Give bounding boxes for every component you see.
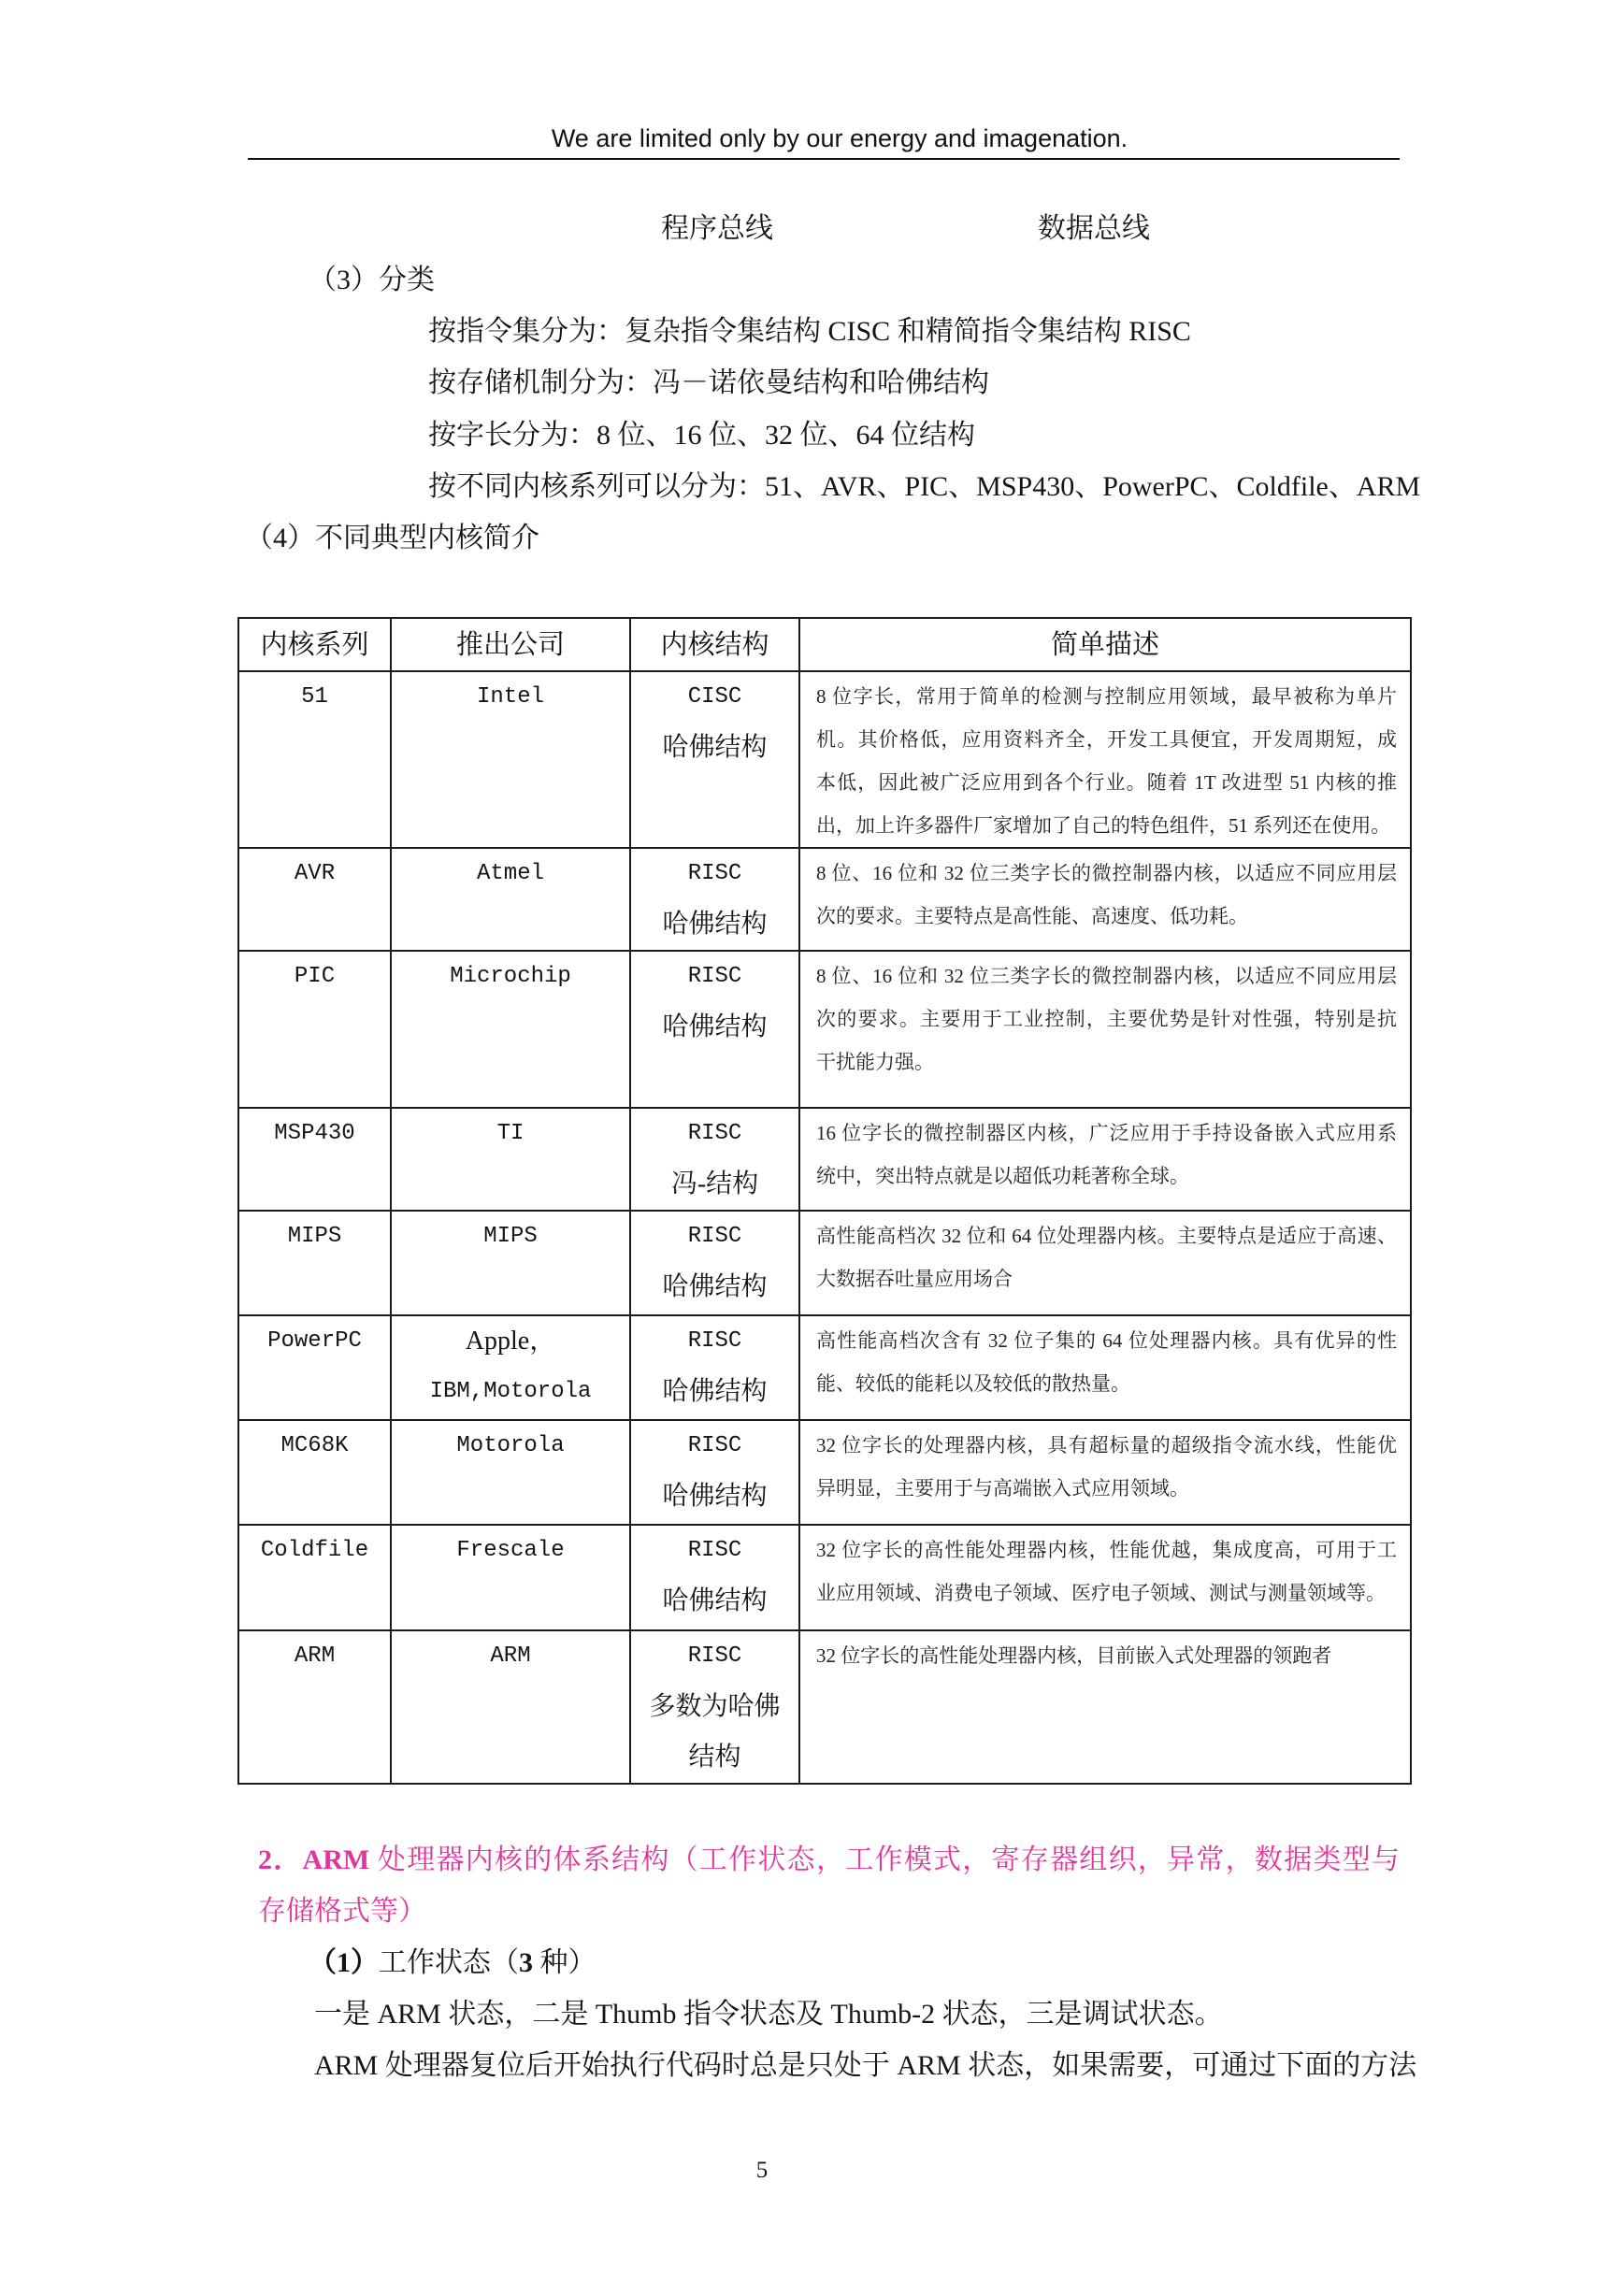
section-heading-line-1 [258, 1842, 1400, 1879]
series-line: MSP430 [274, 1121, 355, 1146]
company-line: Motorola [456, 1433, 565, 1458]
subsection-count: 3 [519, 1947, 533, 1978]
description-line: 8 位、16 位和 32 位三类字长的微控制器内核，以适应不同应用层 [816, 862, 1397, 884]
classification-item: 按不同内核系列可以分为：51、AVR、PIC、MSP430、PowerPC、Coldfile、ARM [428, 471, 1421, 502]
structure-cell [630, 1211, 799, 1315]
structure-cell [630, 1315, 799, 1420]
classification-item: 按字长分为：8 位、16 位、32 位、64 位结构 [428, 420, 975, 451]
description-line: 32 位字长的处理器内核，具有超标量的超级指令流水线，性能优 [816, 1434, 1397, 1457]
structure-cell [630, 951, 799, 1108]
company-line: Frescale [456, 1538, 565, 1563]
cores-table [237, 617, 1412, 1785]
table-row [238, 1630, 1411, 1784]
company-line: TI [496, 1121, 525, 1146]
company-cell [391, 951, 630, 1108]
structure-line: 哈佛结构 [662, 1012, 768, 1041]
section-heading-number: 2．ARM [258, 1844, 370, 1875]
structure-line: RISC [687, 861, 742, 886]
description-line: 统中，突出特点就是以超低功耗著称全球。 [816, 1165, 1189, 1187]
description-line: 32 位字长的高性能处理器内核，目前嵌入式处理器的领跑者 [816, 1644, 1332, 1667]
classification-item: 按指令集分为：复杂指令集结构 CISC 和精简指令集结构 RISC [428, 316, 1191, 347]
structure-line: RISC [687, 1121, 742, 1146]
bus-label-data: 数据总线 [1038, 213, 1150, 244]
series-cell [238, 1420, 391, 1525]
series-cell [238, 848, 391, 951]
description-line: 干扰能力强。 [816, 1051, 934, 1073]
structure-line: 结构 [688, 1743, 741, 1772]
description-line: 业应用领域、消费电子领域、医疗电子领域、测试与测量领域等。 [816, 1582, 1386, 1604]
company-line: Microchip [450, 964, 571, 989]
structure-line: 哈佛结构 [662, 1377, 768, 1406]
description-line: 高性能高档次含有 32 位子集的 64 位处理器内核。具有优异的性 [816, 1329, 1397, 1352]
description-cell [799, 671, 1411, 848]
series-line: PIC [294, 964, 336, 989]
description-line: 本低，因此被广泛应用到各个行业。随着 1T 改进型 51 内核的推 [816, 771, 1397, 794]
series-cell [238, 951, 391, 1108]
column-header-series: 内核系列 [238, 618, 391, 671]
description-cell [799, 1630, 1411, 1784]
column-header-description: 简单描述 [799, 618, 1411, 671]
description-cell [799, 1315, 1411, 1420]
series-line: MIPS [287, 1224, 342, 1249]
series-line: Coldfile [260, 1538, 369, 1563]
description-line: 出，加上许多器件厂家增加了自己的特色组件，51 系列还在使用。 [816, 814, 1391, 837]
structure-cell [630, 671, 799, 848]
series-cell [238, 1108, 391, 1211]
description-cell [799, 1525, 1411, 1630]
series-cell [238, 1525, 391, 1630]
description-line: 次的要求。主要用于工业控制，主要优势是针对性强，特别是抗 [816, 1008, 1397, 1030]
series-line: AVR [294, 861, 336, 886]
table-row [238, 1315, 1411, 1420]
classification-title: （3）分类 [309, 265, 435, 295]
description-cell [799, 1108, 1411, 1211]
structure-line: 哈佛结构 [662, 733, 768, 762]
company-cell [391, 1525, 630, 1630]
classification-item: 按存储机制分为：冯－诺依曼结构和哈佛结构 [428, 367, 989, 398]
section-heading-text: 处理器内核的体系结构（工作状态，工作模式，寄存器组织，异常，数据类型与 [369, 1844, 1400, 1875]
structure-line: RISC [687, 1328, 742, 1354]
company-line: MIPS [483, 1224, 538, 1249]
subsection-text: 工作状态（ [379, 1947, 519, 1978]
structure-line: RISC [687, 1224, 742, 1249]
company-cell [391, 848, 630, 951]
structure-line: 哈佛结构 [662, 1586, 768, 1615]
company-cell [391, 1315, 630, 1420]
structure-line: 哈佛结构 [662, 910, 768, 939]
description-cell [799, 1420, 1411, 1525]
company-line: Apple， [465, 1327, 556, 1356]
subsection-number: （1） [309, 1947, 379, 1978]
paragraph: ARM 处理器复位后开始执行代码时总是只处于 ARM 状态，如果需要，可通过下面的方法 [314, 2050, 1417, 2081]
structure-line: 哈佛结构 [662, 1272, 768, 1301]
structure-cell [630, 1108, 799, 1211]
description-line: 机。其价格低，应用资料齐全，开发工具便宜，开发周期短，成 [816, 728, 1397, 751]
structure-line: RISC [687, 1433, 742, 1458]
subsection-title [309, 1944, 596, 1982]
description-line: 能、较低的能耗以及较低的散热量。 [816, 1372, 1130, 1395]
table-row [238, 951, 1411, 1108]
table-row [238, 1525, 1411, 1630]
page-header-motto: We are limited only by our energy and imagenation. [551, 124, 1128, 152]
table-row [238, 1211, 1411, 1315]
company-cell [391, 1420, 630, 1525]
structure-line: RISC [687, 964, 742, 989]
structure-cell [630, 1525, 799, 1630]
subsection-suffix: 种） [533, 1947, 596, 1978]
structure-line: 冯-结构 [670, 1170, 759, 1198]
series-cell [238, 671, 391, 848]
table-row [238, 1108, 1411, 1211]
column-header-structure: 内核结构 [630, 618, 799, 671]
table-row [238, 1420, 1411, 1525]
series-cell [238, 1630, 391, 1784]
bus-label-program: 程序总线 [661, 213, 773, 244]
series-line: MC68K [280, 1433, 349, 1458]
series-cell [238, 1211, 391, 1315]
cores-table-body [238, 671, 1411, 1784]
structure-line: RISC [687, 1643, 742, 1669]
company-line: ARM [490, 1643, 531, 1669]
page-number: 5 [755, 2158, 769, 2183]
series-line: ARM [294, 1643, 336, 1669]
company-line: Intel [476, 684, 544, 710]
table-row [238, 671, 1411, 848]
structure-cell [630, 1630, 799, 1784]
structure-cell [630, 848, 799, 951]
description-line: 8 位字长，常用于简单的检测与控制应用领域，最早被称为单片 [816, 685, 1397, 708]
description-line: 大数据吞吐量应用场合 [816, 1268, 1013, 1290]
description-line: 32 位字长的高性能处理器内核，性能优越，集成度高，可用于工 [816, 1539, 1397, 1561]
description-cell [799, 848, 1411, 951]
structure-line: 哈佛结构 [662, 1482, 768, 1511]
company-line: IBM,Motorola [429, 1379, 592, 1404]
description-cell [799, 951, 1411, 1108]
company-cell [391, 1108, 630, 1211]
structure-cell [630, 1420, 799, 1525]
paragraph: 一是 ARM 状态，二是 Thumb 指令状态及 Thumb-2 状态，三是调试状态。 [314, 1999, 1223, 2030]
section-heading-line-2: 存储格式等） [258, 1896, 426, 1927]
company-cell [391, 1211, 630, 1315]
description-line: 次的要求。主要特点是高性能、高速度、低功耗。 [816, 905, 1248, 927]
structure-line: 多数为哈佛 [649, 1692, 781, 1721]
column-header-company: 推出公司 [391, 618, 630, 671]
table-row [238, 848, 1411, 951]
cores-intro-title: （4）不同典型内核简介 [245, 523, 539, 553]
company-line: Atmel [476, 861, 544, 886]
description-line: 16 位字长的微控制器区内核，广泛应用于手持设备嵌入式应用系 [816, 1122, 1397, 1144]
description-line: 高性能高档次 32 位和 64 位处理器内核。主要特点是适应于高速、 [816, 1225, 1397, 1247]
structure-line: CISC [687, 684, 742, 710]
description-line: 8 位、16 位和 32 位三类字长的微控制器内核，以适应不同应用层 [816, 965, 1397, 987]
company-cell [391, 671, 630, 848]
description-line: 异明显，主要用于与高端嵌入式应用领域。 [816, 1477, 1189, 1500]
series-line: PowerPC [267, 1328, 362, 1354]
company-cell [391, 1630, 630, 1784]
header-rule [248, 158, 1400, 160]
series-line: 51 [301, 684, 328, 710]
table-header-row [238, 618, 1411, 671]
series-cell [238, 1315, 391, 1420]
description-cell [799, 1211, 1411, 1315]
structure-line: RISC [687, 1538, 742, 1563]
